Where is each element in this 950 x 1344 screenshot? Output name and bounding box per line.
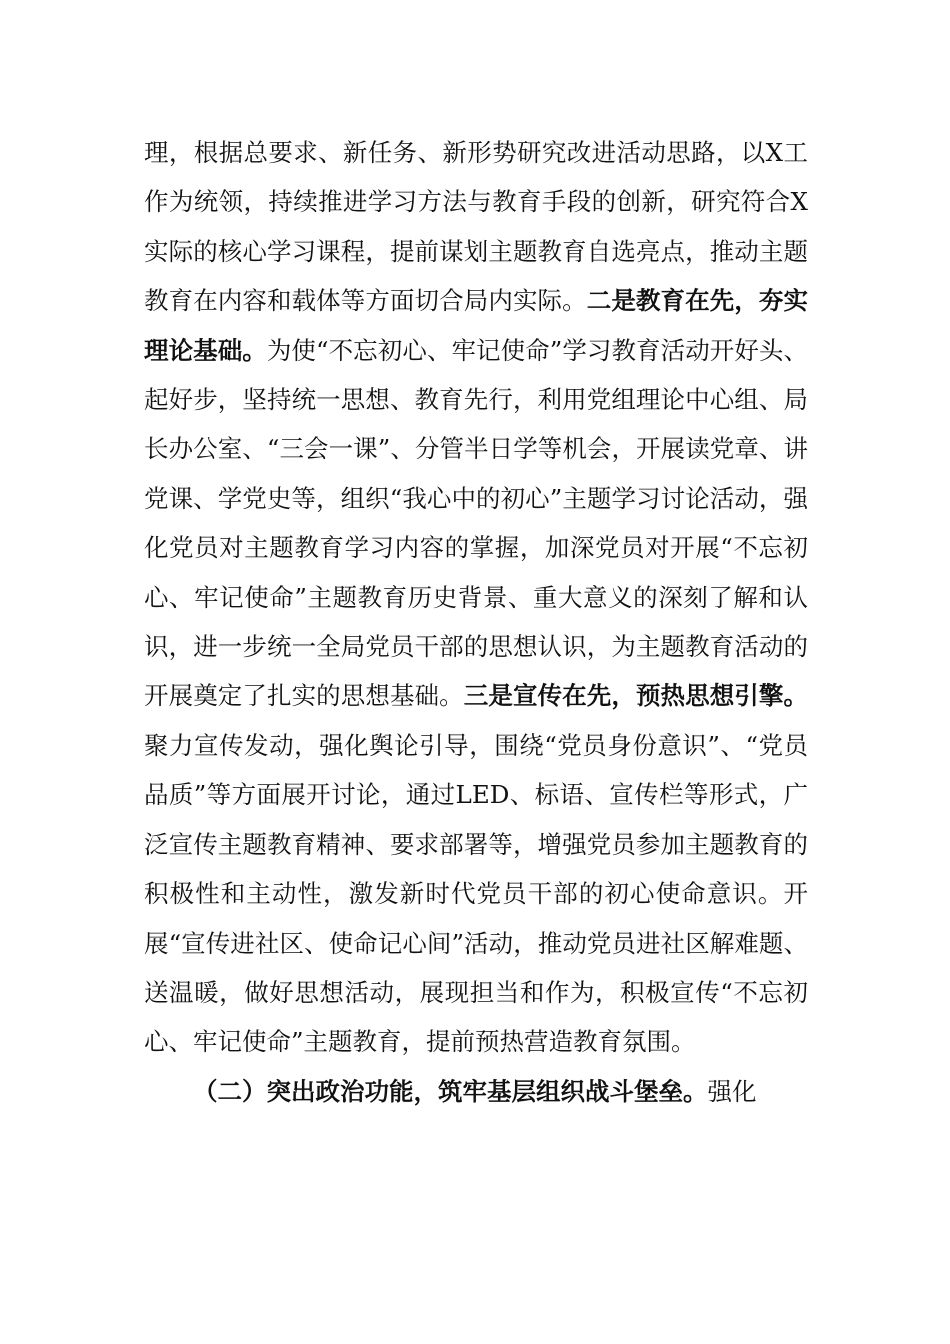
paragraph-activity-preparation	[144, 128, 808, 1067]
paragraph-text: 理，根据总要求、新任务、新形势研究改进活动思路，以X工作为统领，持续推进学习方法与教育手段的创新，研究符合X实际的核心学习课程，提前谋划主题教育自选亮点，推动主题教育在内容和载体等方面切合局内实际。	[144, 138, 808, 316]
subheading-education-first: 二是教育在先，夯实理论基础。	[144, 286, 809, 365]
subheading-publicity-first: 三是宣传在先，预热思想引擎。	[463, 681, 808, 711]
paragraph-text: 聚力宣传发动，强化舆论引导，围绕“党员身份意识”、“党员品质”等方面展开讨论，通过LED、标语、宣传栏等形式，广泛宣传主题教育精神、要求部署等，增强党员参加主题教育的积极性和主动性，激发新时代党员干部的初心使命意识。开展“宣传进社区、使命记心间”活动，推动党员进社区解难题、送温暖，做好思想活动，展现担当和作为，积极宣传“不忘初心、牢记使命”主题教育，提前预热营造教育氛围。	[144, 730, 808, 1057]
paragraph-text: 为使“不忘初心、牢记使命”学习教育活动开好头、起好步，坚持统一思想、教育先行，利用党组理论中心组、局长办公室、“三会一课”、分管半日学等机会，开展读党章、讲党课、学党史等，组织“我心中的初心”主题学习讨论活动，强化党员对主题教育学习内容的掌握，加深党员对开展“不忘初心、牢记使命”主题教育历史背景、重大意义的深刻了解和认识，进一步统一全局党员干部的思想认识，为主题教育活动的开展奠定了扎实的思想基础。	[144, 335, 808, 711]
document-body	[144, 128, 808, 1116]
section-heading-political-function: （二）突出政治功能，筑牢基层组织战斗堡垒。	[193, 1076, 708, 1106]
paragraph-text: 强化	[707, 1076, 757, 1106]
paragraph-political-function	[144, 1067, 808, 1116]
